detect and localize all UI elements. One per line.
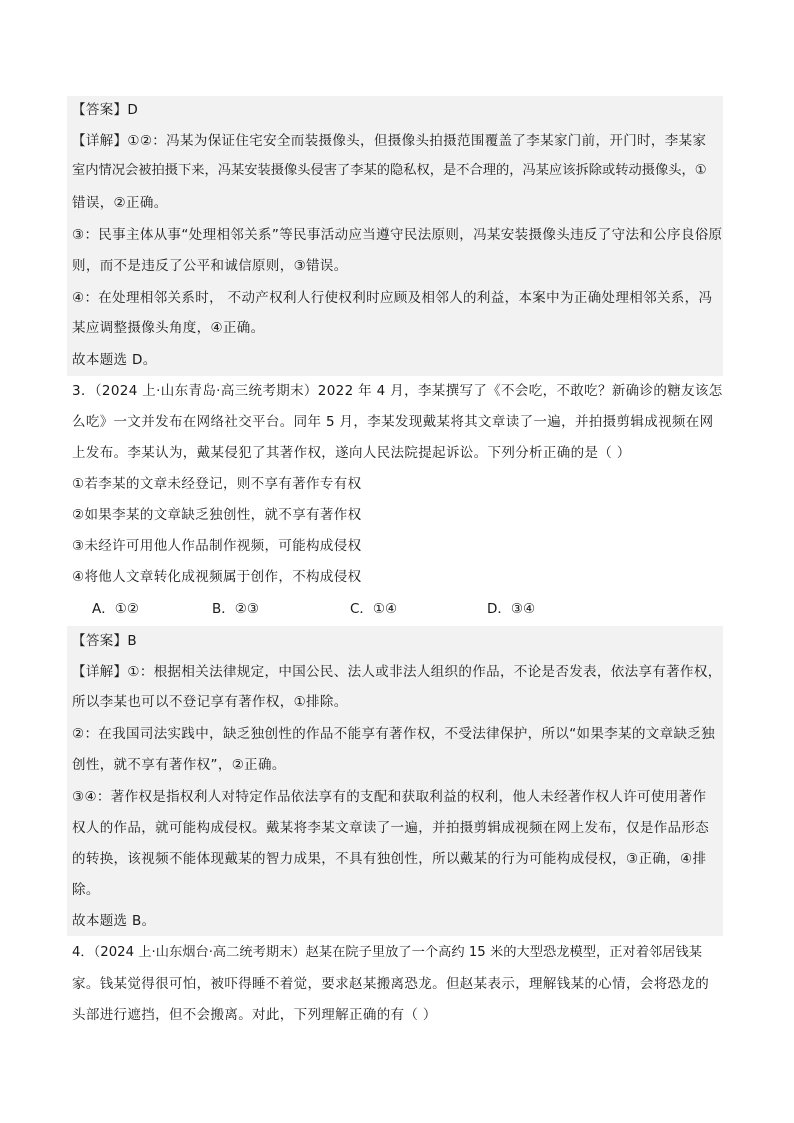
q3-option-c: C．①④ xyxy=(350,601,398,617)
q2-detail-line: 【详解】①②：冯某为保证住宅安全而装摄像头，但摄像头拍摄范围覆盖了李某家门前，开门时，李某家 xyxy=(72,133,707,149)
q3-detail-line: 权人的作品，就可能构成侵权。戴某将李某文章读了一遍，并拍摄剪辑成视频在网上发布，仅是作品形态 xyxy=(72,820,710,836)
q2-detail-line: ③：民事主体从事“处理相邻关系”等民事活动应当遵守民法原则，冯某安装摄像头违反了守法和公序良俗原 xyxy=(72,227,723,243)
q3-detail-line: 所以李某也可以不登记享有著作权，①排除。 xyxy=(72,694,348,710)
q3-statement: ④将他人文章转化成视频属于创作，不构成侵权 xyxy=(72,569,362,585)
q4-stem-line: 头部进行遮挡，但不会搬离。对此，下列理解正确的有（ ） xyxy=(72,1007,437,1023)
q2-detail-line: ④：在处理相邻关系时， 不动产权利人行使权利时应顾及相邻人的利益，本案中为正确处理相邻关系，冯 xyxy=(72,290,713,306)
q3-statement: ③未经许可用他人作品制作视频，可能构成侵权 xyxy=(72,538,362,554)
q3-detail-line: 的转换，该视频不能体现戴某的智力成果，不具有独创性，所以戴某的行为可能构成侵权，③正确，④排 xyxy=(72,851,707,867)
q3-detail-line: 除。 xyxy=(72,882,100,898)
q3-stem-line: 上发布。李某认为，戴某侵犯了其著作权，遂向人民法院提起诉讼。下列分析正确的是（ ） xyxy=(72,445,631,461)
q3-option-b: B．②③ xyxy=(212,601,259,617)
q2-answer-label: 【答案】D xyxy=(72,102,139,118)
q2-conclusion: 故本题选 D。 xyxy=(72,352,157,368)
q3-stem-line: 3．（2024 上·山东青岛·高三统考期末）2022 年 4 月，李某撰写了《不会吃，不敢吃？新确诊的糖友该怎 xyxy=(72,383,723,399)
q3-option-d: D．③④ xyxy=(487,601,536,617)
q3-option-a: A．①② xyxy=(92,601,139,617)
q3-stem-line: 么吃》一文并发布在网络社交平台。同年 5 月，李某发现戴某将其文章读了一遍，并拍摄剪辑成视频在网 xyxy=(72,414,714,430)
q3-answer-label: 【答案】B xyxy=(72,633,138,649)
q3-conclusion: 故本题选 B。 xyxy=(72,913,156,929)
q4-stem-line: 家。钱某觉得很可怕，被吓得睡不着觉，要求赵某搬离恐龙。但赵某表示，理解钱某的心情，会将恐龙的 xyxy=(72,976,710,992)
q2-detail-line: 则，而不是违反了公平和诚信原则，③错误。 xyxy=(72,258,348,274)
q2-detail-line: 室内情况会被拍摄下来，冯某安装摄像头侵害了李某的隐私权，是不合理的，冯某应该拆除或转动摄像头，① xyxy=(72,163,707,178)
q3-detail-line: ③④：著作权是指权利人对特定作品依法享有的支配和获取利益的权利，他人未经著作权人许可使用著作 xyxy=(72,789,707,805)
q3-detail-line: 创性，就不享有著作权”，②正确。 xyxy=(72,757,286,773)
q3-statement: ②如果李某的文章缺乏独创性，就不享有著作权 xyxy=(72,507,362,523)
q4-stem-line: 4．（2024 上·山东烟台·高二统考期末）赵某在院子里放了一个高约 15 米的大型恐龙模型，正对着邻居钱某 xyxy=(72,945,702,960)
q3-detail-line: 【详解】①：根据相关法律规定，中国公民、法人或非法人组织的作品，不论是否发表，依法享有著作权， xyxy=(72,664,722,680)
q2-detail-line: 某应调整摄像头角度，④正确。 xyxy=(72,320,265,336)
q2-detail-line: 错误，②正确。 xyxy=(72,195,168,211)
q3-detail-line: ②：在我国司法实践中，缺乏独创性的作品不能享有著作权，不受法律保护，所以“如果李某的文章缺乏独 xyxy=(72,726,716,742)
q3-statement: ①若李某的文章未经登记，则不享有著作专有权 xyxy=(72,476,362,492)
